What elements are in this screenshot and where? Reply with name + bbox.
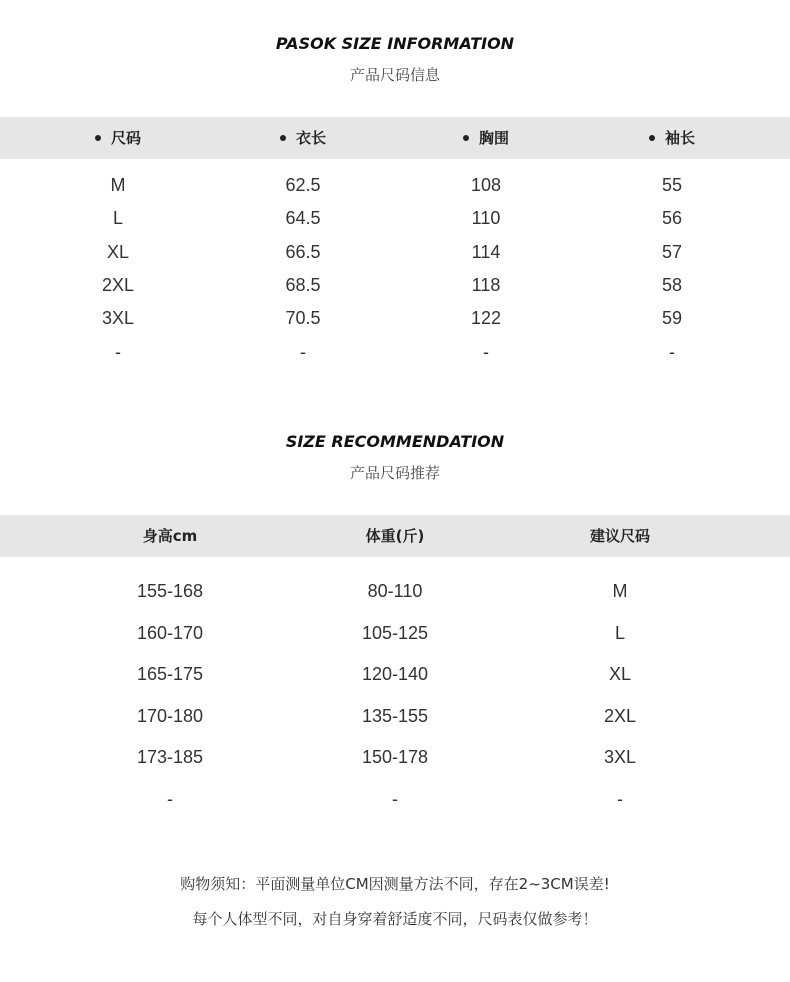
table-cell: M xyxy=(612,581,628,601)
table-cell: - xyxy=(300,342,306,362)
table-cell: 165-175 xyxy=(136,664,204,684)
table-cell: 62.5 xyxy=(285,175,321,195)
note-line-1: 购物须知：平面测量单位CM因测量方法不同，存在2~3CM误差! xyxy=(180,875,610,893)
table-cell: L xyxy=(112,208,123,228)
header-length: 衣长 xyxy=(233,117,373,159)
table-cell: 173-185 xyxy=(136,747,204,767)
header-chest: 胸围 xyxy=(416,117,556,159)
header-size: 尺码 xyxy=(48,117,188,159)
table-cell: XL xyxy=(106,242,130,262)
table-cell: 155-168 xyxy=(136,581,204,601)
bullet-icon xyxy=(463,135,469,141)
table-cell: 108 xyxy=(470,175,502,195)
header-height: 身高cm xyxy=(142,527,198,545)
table-cell: 3XL xyxy=(101,308,135,328)
table-cell: 80-110 xyxy=(367,581,423,601)
bullet-icon xyxy=(280,135,286,141)
table-cell: XL xyxy=(608,664,632,684)
table-cell: 170-180 xyxy=(136,706,204,726)
table-cell: 150-178 xyxy=(361,747,429,767)
size-info-title: PASOK SIZE INFORMATION xyxy=(275,34,515,53)
table-cell: 70.5 xyxy=(285,308,321,328)
table-cell: 135-155 xyxy=(361,706,429,726)
header-weight: 体重(斤) xyxy=(365,527,425,545)
table-cell: - xyxy=(483,342,489,362)
table-cell: - xyxy=(167,789,173,809)
size-info-header-band xyxy=(0,117,790,159)
size-info-subtitle: 产品尺码信息 xyxy=(349,66,440,84)
bullet-icon xyxy=(95,135,101,141)
table-cell: 160-170 xyxy=(136,623,204,643)
size-rec-subtitle: 产品尺码推荐 xyxy=(349,464,440,482)
size-rec-title: SIZE RECOMMENDATION xyxy=(285,432,505,451)
table-cell: 118 xyxy=(471,275,501,295)
header-sleeve: 袖长 xyxy=(602,117,742,159)
table-cell: 57 xyxy=(661,242,683,262)
table-cell: - xyxy=(669,342,675,362)
table-cell: 64.5 xyxy=(285,208,321,228)
table-cell: 110 xyxy=(471,208,501,228)
table-cell: 56 xyxy=(661,208,683,228)
table-cell: 59 xyxy=(661,308,683,328)
table-cell: M xyxy=(110,175,126,195)
table-cell: 66.5 xyxy=(285,242,321,262)
size-rec-header-band xyxy=(0,515,790,557)
header-recommended-size: 建议尺码 xyxy=(589,527,650,545)
table-cell: 2XL xyxy=(101,275,135,295)
table-cell: - xyxy=(392,789,398,809)
table-cell: 114 xyxy=(471,242,501,262)
table-cell: 68.5 xyxy=(285,275,321,295)
table-cell: - xyxy=(115,342,121,362)
table-cell: 2XL xyxy=(603,706,637,726)
table-cell: 105-125 xyxy=(361,623,429,643)
bullet-icon xyxy=(649,135,655,141)
table-cell: L xyxy=(614,623,625,643)
table-cell: 120-140 xyxy=(361,664,429,684)
note-line-2: 每个人体型不同，对自身穿着舒适度不同，尺码表仅做参考！ xyxy=(192,910,598,928)
table-cell: 58 xyxy=(661,275,683,295)
table-cell: 122 xyxy=(470,308,502,328)
table-cell: 3XL xyxy=(603,747,637,767)
table-cell: - xyxy=(617,789,623,809)
table-cell: 55 xyxy=(661,175,683,195)
